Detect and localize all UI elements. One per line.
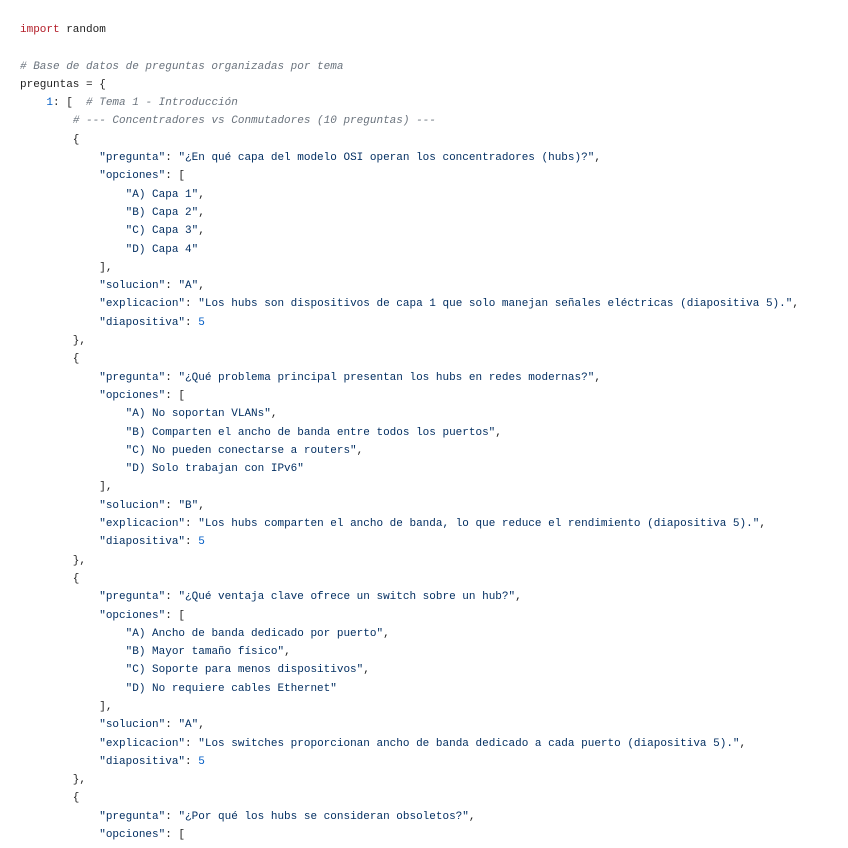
punctuation-token (20, 408, 126, 420)
punctuation-token: : [ (53, 97, 87, 110)
string-token: "C) Capa 3" (125, 225, 199, 238)
code-line (20, 149, 799, 167)
code-line (20, 661, 799, 679)
punctuation-token: : (165, 152, 179, 165)
punctuation-token: { (20, 792, 80, 805)
punctuation-token: , (739, 737, 747, 750)
comment-token: # Tema 1 - Introducción (86, 97, 238, 110)
keyword-token: import (20, 24, 60, 36)
punctuation-token: , (198, 206, 205, 219)
code-line (20, 808, 799, 826)
punctuation-token (20, 683, 126, 695)
punctuation-token (20, 298, 99, 310)
number-token: 5 (198, 755, 205, 768)
code-line (20, 771, 799, 789)
punctuation-token: = { (79, 78, 106, 91)
code-line (20, 369, 799, 387)
punctuation-token (20, 756, 99, 768)
string-token: "B) Mayor tamaño físico" (125, 646, 285, 659)
code-line (20, 39, 799, 57)
punctuation-token (20, 170, 99, 182)
punctuation-token: , (284, 646, 291, 659)
code-line (20, 826, 799, 844)
code-line (20, 643, 799, 661)
punctuation-token (20, 97, 46, 109)
punctuation-token (20, 664, 126, 676)
string-token: "explicacion" (99, 737, 186, 750)
punctuation-token (20, 372, 99, 384)
code-line (20, 94, 799, 112)
string-token: "A) Capa 1" (125, 188, 199, 201)
string-token: "diapositiva" (99, 316, 186, 329)
string-token: "D) Capa 4" (125, 243, 199, 256)
string-token: "solucion" (99, 719, 166, 732)
code-line (20, 295, 799, 313)
code-line (20, 204, 799, 222)
punctuation-token (20, 189, 126, 201)
punctuation-token (20, 738, 99, 750)
code-line (20, 533, 799, 551)
punctuation-token (20, 518, 99, 530)
punctuation-token: , (383, 627, 390, 640)
punctuation-token (20, 591, 99, 603)
code-line (20, 753, 799, 771)
identifier-token: random (59, 24, 106, 36)
punctuation-token: , (594, 152, 601, 165)
string-token: "¿Qué ventaja clave ofrece un switch sobre un hub?" (178, 591, 516, 604)
string-token: "D) No requiere cables Ethernet" (125, 682, 337, 695)
punctuation-token: , (495, 426, 502, 439)
code-line (20, 424, 799, 442)
punctuation-token (20, 811, 99, 823)
code-line (20, 241, 799, 259)
code-line (20, 552, 799, 570)
string-token: "¿Qué problema principal presentan los hubs en redes modernas?" (178, 371, 595, 384)
punctuation-token: , (468, 810, 476, 823)
code-line (20, 277, 799, 295)
string-token: "B) Capa 2" (125, 206, 199, 219)
string-token: "¿En qué capa del modelo OSI operan los concentradores (hubs)?" (178, 152, 595, 165)
code-line (20, 58, 799, 76)
punctuation-token: { (20, 353, 80, 366)
code-line (20, 607, 799, 625)
code-line (20, 442, 799, 460)
punctuation-token (20, 719, 99, 731)
punctuation-token (20, 225, 126, 237)
punctuation-token: : [ (165, 389, 186, 402)
punctuation-token: , (198, 225, 205, 238)
punctuation-token (20, 829, 99, 841)
code-block (20, 21, 799, 844)
comment-token: # Base de datos de preguntas organizadas por tema (20, 60, 344, 73)
punctuation-token (20, 610, 99, 622)
punctuation-token: : [ (165, 609, 186, 622)
punctuation-token: : [ (165, 829, 186, 842)
punctuation-token: { (20, 572, 80, 585)
punctuation-token: , (594, 371, 601, 384)
punctuation-token: , (198, 499, 205, 512)
punctuation-token: : (185, 316, 199, 329)
punctuation-token (20, 152, 99, 164)
punctuation-token: : (165, 810, 179, 823)
identifier-token: preguntas (20, 78, 80, 91)
punctuation-token: : (165, 371, 179, 384)
string-token: "¿Por qué los hubs se consideran obsoletos?" (178, 810, 469, 823)
code-line (20, 131, 799, 149)
code-line (20, 186, 799, 204)
string-token: "D) Solo trabajan con IPv6" (125, 463, 304, 476)
punctuation-token (20, 390, 99, 402)
string-token: "opciones" (99, 609, 166, 622)
number-token: 1 (46, 97, 54, 110)
string-token: "explicacion" (99, 298, 186, 311)
punctuation-token (20, 463, 126, 475)
punctuation-token: }, (20, 774, 87, 787)
punctuation-token: , (759, 518, 766, 531)
code-line (20, 716, 799, 734)
punctuation-token (20, 317, 99, 329)
punctuation-token: { (20, 133, 80, 146)
code-line (20, 680, 799, 698)
punctuation-token: : [ (165, 170, 186, 183)
number-token: 5 (198, 536, 205, 549)
comment-token: # --- Concentradores vs Conmutadores (10 preguntas) --- (72, 115, 436, 128)
string-token: "A" (178, 280, 199, 293)
string-token: "opciones" (99, 389, 166, 402)
punctuation-token: , (515, 591, 522, 604)
punctuation-token: }, (20, 554, 87, 567)
punctuation-token: : (185, 536, 199, 549)
string-token: "Los hubs comparten el ancho de banda, lo que reduce el rendimiento (diapositiva 5)." (198, 518, 760, 531)
code-line (20, 21, 799, 39)
punctuation-token (20, 536, 99, 548)
code-line (20, 497, 799, 515)
punctuation-token (20, 280, 99, 292)
string-token: "diapositiva" (99, 755, 186, 768)
punctuation-token: , (198, 280, 205, 293)
code-line (20, 570, 799, 588)
string-token: "A) Ancho de banda dedicado por puerto" (125, 627, 384, 640)
punctuation-token: , (792, 298, 799, 311)
code-line (20, 167, 799, 185)
punctuation-token: , (270, 408, 278, 421)
string-token: "A" (178, 719, 199, 732)
code-line (20, 789, 799, 807)
string-token: "Los switches proporcionan ancho de banda dedicado a cada puerto (diapositiva 5)." (198, 737, 740, 750)
punctuation-token: , (198, 188, 205, 201)
punctuation-token: }, (20, 335, 87, 348)
number-token: 5 (198, 316, 205, 329)
string-token: "C) No pueden conectarse a routers" (125, 444, 357, 457)
string-token: "solucion" (99, 499, 166, 512)
punctuation-token (20, 207, 126, 219)
punctuation-token: , (363, 664, 370, 677)
code-line (20, 588, 799, 606)
string-token: "C) Soporte para menos dispositivos" (125, 664, 364, 677)
punctuation-token: : (185, 298, 199, 311)
punctuation-token: ], (20, 481, 113, 494)
punctuation-token: : (185, 518, 199, 531)
code-line (20, 698, 799, 716)
code-line (20, 76, 799, 94)
code-line (20, 350, 799, 368)
code-line (20, 314, 799, 332)
string-token: "explicacion" (99, 518, 186, 531)
string-token: "diapositiva" (99, 536, 186, 549)
punctuation-token: : (165, 719, 179, 732)
punctuation-token: : (165, 499, 179, 512)
punctuation-token (20, 115, 73, 127)
string-token: "pregunta" (99, 152, 166, 165)
code-line (20, 387, 799, 405)
code-line (20, 515, 799, 533)
string-token: "solucion" (99, 280, 166, 293)
punctuation-token: : (185, 737, 199, 750)
punctuation-token: : (185, 755, 199, 768)
punctuation-token (20, 646, 126, 658)
code-line (20, 478, 799, 496)
code-line (20, 405, 799, 423)
code-line (20, 625, 799, 643)
punctuation-token: ], (20, 700, 113, 713)
string-token: "pregunta" (99, 371, 166, 384)
punctuation-token: : (165, 280, 179, 293)
code-line (20, 460, 799, 478)
punctuation-token: ], (20, 261, 113, 274)
string-token: "pregunta" (99, 810, 166, 823)
string-token: "Los hubs son dispositivos de capa 1 que solo manejan señales eléctricas (diapositiva 5)." (198, 298, 793, 311)
string-token: "B" (178, 499, 199, 512)
string-token: "opciones" (99, 170, 166, 183)
punctuation-token (20, 445, 126, 457)
string-token: "B) Comparten el ancho de banda entre todos los puertos" (125, 426, 496, 439)
string-token: "opciones" (99, 829, 166, 842)
code-line (20, 112, 799, 130)
string-token: "pregunta" (99, 591, 166, 604)
string-token: "A) No soportan VLANs" (125, 408, 271, 421)
code-line (20, 332, 799, 350)
punctuation-token (20, 427, 126, 439)
code-line (20, 222, 799, 240)
punctuation-token (20, 628, 126, 640)
punctuation-token (20, 244, 126, 256)
punctuation-token (20, 500, 99, 512)
code-line (20, 735, 799, 753)
code-line (20, 259, 799, 277)
punctuation-token: , (198, 719, 205, 732)
punctuation-token: , (356, 444, 364, 457)
punctuation-token: : (165, 591, 179, 604)
